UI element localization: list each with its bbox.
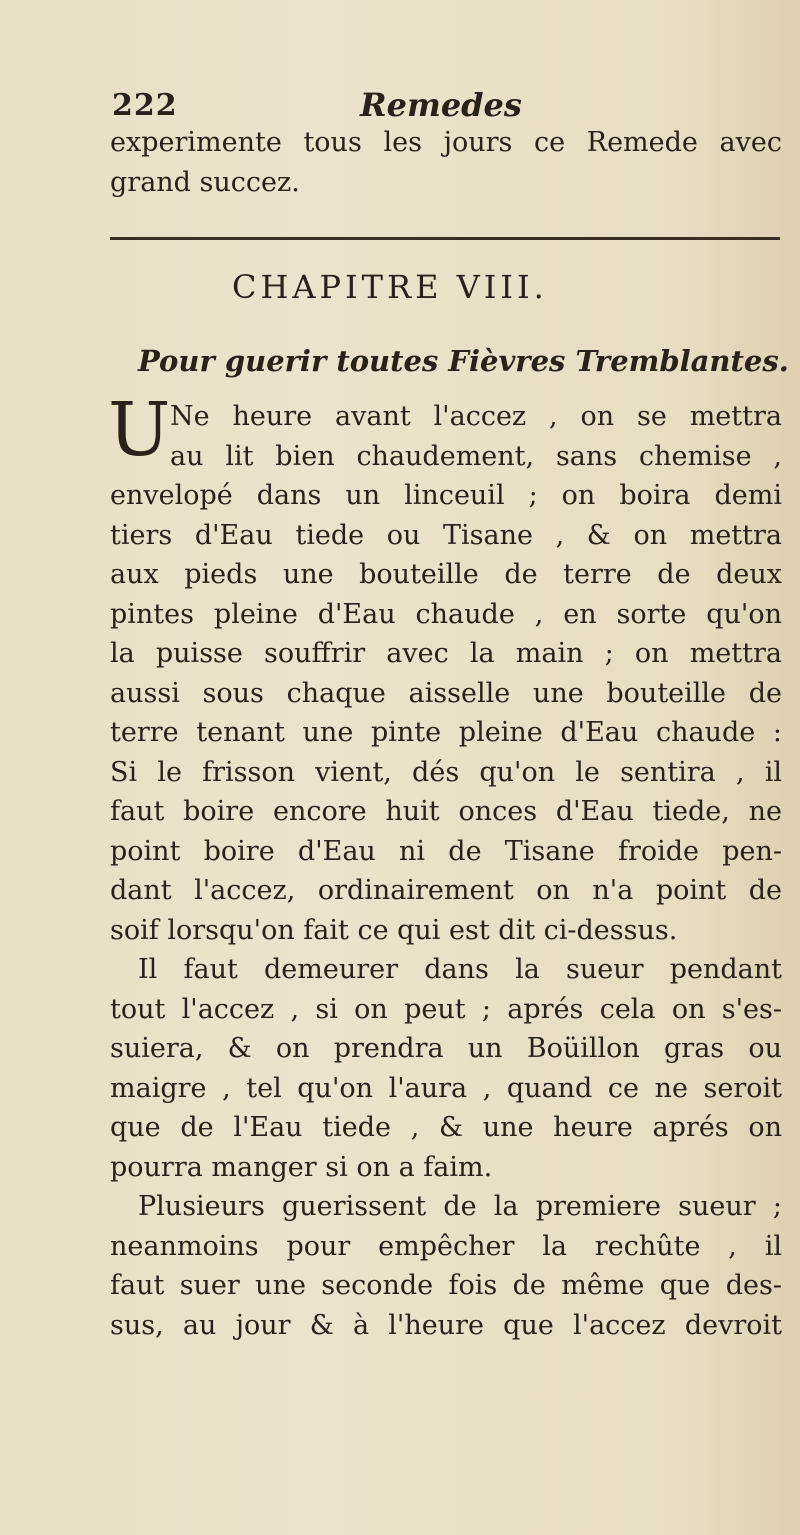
text-line: au lit bien chaudement, sans chemise , xyxy=(170,440,782,472)
body-text xyxy=(110,397,782,1345)
text-line: pourra manger si on a faim. xyxy=(110,1151,493,1183)
text-line: Il faut demeurer dans la sueur pendant xyxy=(138,954,782,985)
page-header xyxy=(112,88,792,128)
continued-text xyxy=(110,123,782,202)
text-line: sus, au jour & à l'heure que l'accez devroit xyxy=(110,1309,782,1341)
text-line: Plusieurs guerissent de la premiere sueur ; xyxy=(138,1191,782,1222)
text-line: Si le frisson vient, dés qu'on le sentira , il xyxy=(110,756,782,788)
text-line: la puisse souffrir avec la main ; on mettra xyxy=(110,638,782,669)
text-line: terre tenant une pinte pleine d'Eau chaude : xyxy=(110,717,782,748)
text-line: aux pieds une bouteille de terre de deux xyxy=(110,559,782,590)
page-number: 222 xyxy=(112,88,178,123)
text-line: pintes pleine d'Eau chaude , en sorte qu'on xyxy=(110,598,782,630)
text-line: maigre , tel qu'on l'aura , quand ce ne seroit xyxy=(110,1072,782,1104)
text-line: point boire d'Eau ni de Tisane froide pen- xyxy=(110,835,782,867)
text-line: aussi sous chaque aisselle une bouteille de xyxy=(110,677,782,709)
text-line: tout l'accez , si on peut ; aprés cela on s'es- xyxy=(110,993,782,1025)
text-line: grand succez. xyxy=(110,166,300,198)
text-line: envelopé dans un linceuil ; on boira demi xyxy=(110,480,782,511)
text-line: dant l'accez, ordinairement on n'a point de xyxy=(110,875,782,906)
running-title: Remedes xyxy=(360,86,522,124)
text-line: soif lorsqu'on fait ce qui est dit ci-dessus. xyxy=(110,914,678,946)
text-line: Ne heure avant l'accez , on se mettra xyxy=(170,401,782,432)
drop-cap: U xyxy=(108,387,171,473)
text-line: faut suer une seconde fois de même que des- xyxy=(110,1270,782,1301)
chapter-divider xyxy=(110,237,780,240)
text-line: tiers d'Eau tiede ou Tisane , & on mettra xyxy=(110,519,782,551)
text-line: suiera, & on prendra un Boüillon gras ou xyxy=(110,1033,782,1064)
text-line: que de l'Eau tiede , & une heure aprés on xyxy=(110,1112,782,1143)
chapter-heading: CHAPITRE VIII. xyxy=(232,268,548,306)
text-line: neanmoins pour empêcher la rechûte , il xyxy=(110,1230,782,1262)
chapter-subtitle: Pour guerir toutes Fièvres Tremblantes. xyxy=(138,344,789,378)
text-line: faut boire encore huit onces d'Eau tiede, ne xyxy=(110,796,782,827)
text-line: experimente tous les jours ce Remede avec xyxy=(110,127,782,158)
